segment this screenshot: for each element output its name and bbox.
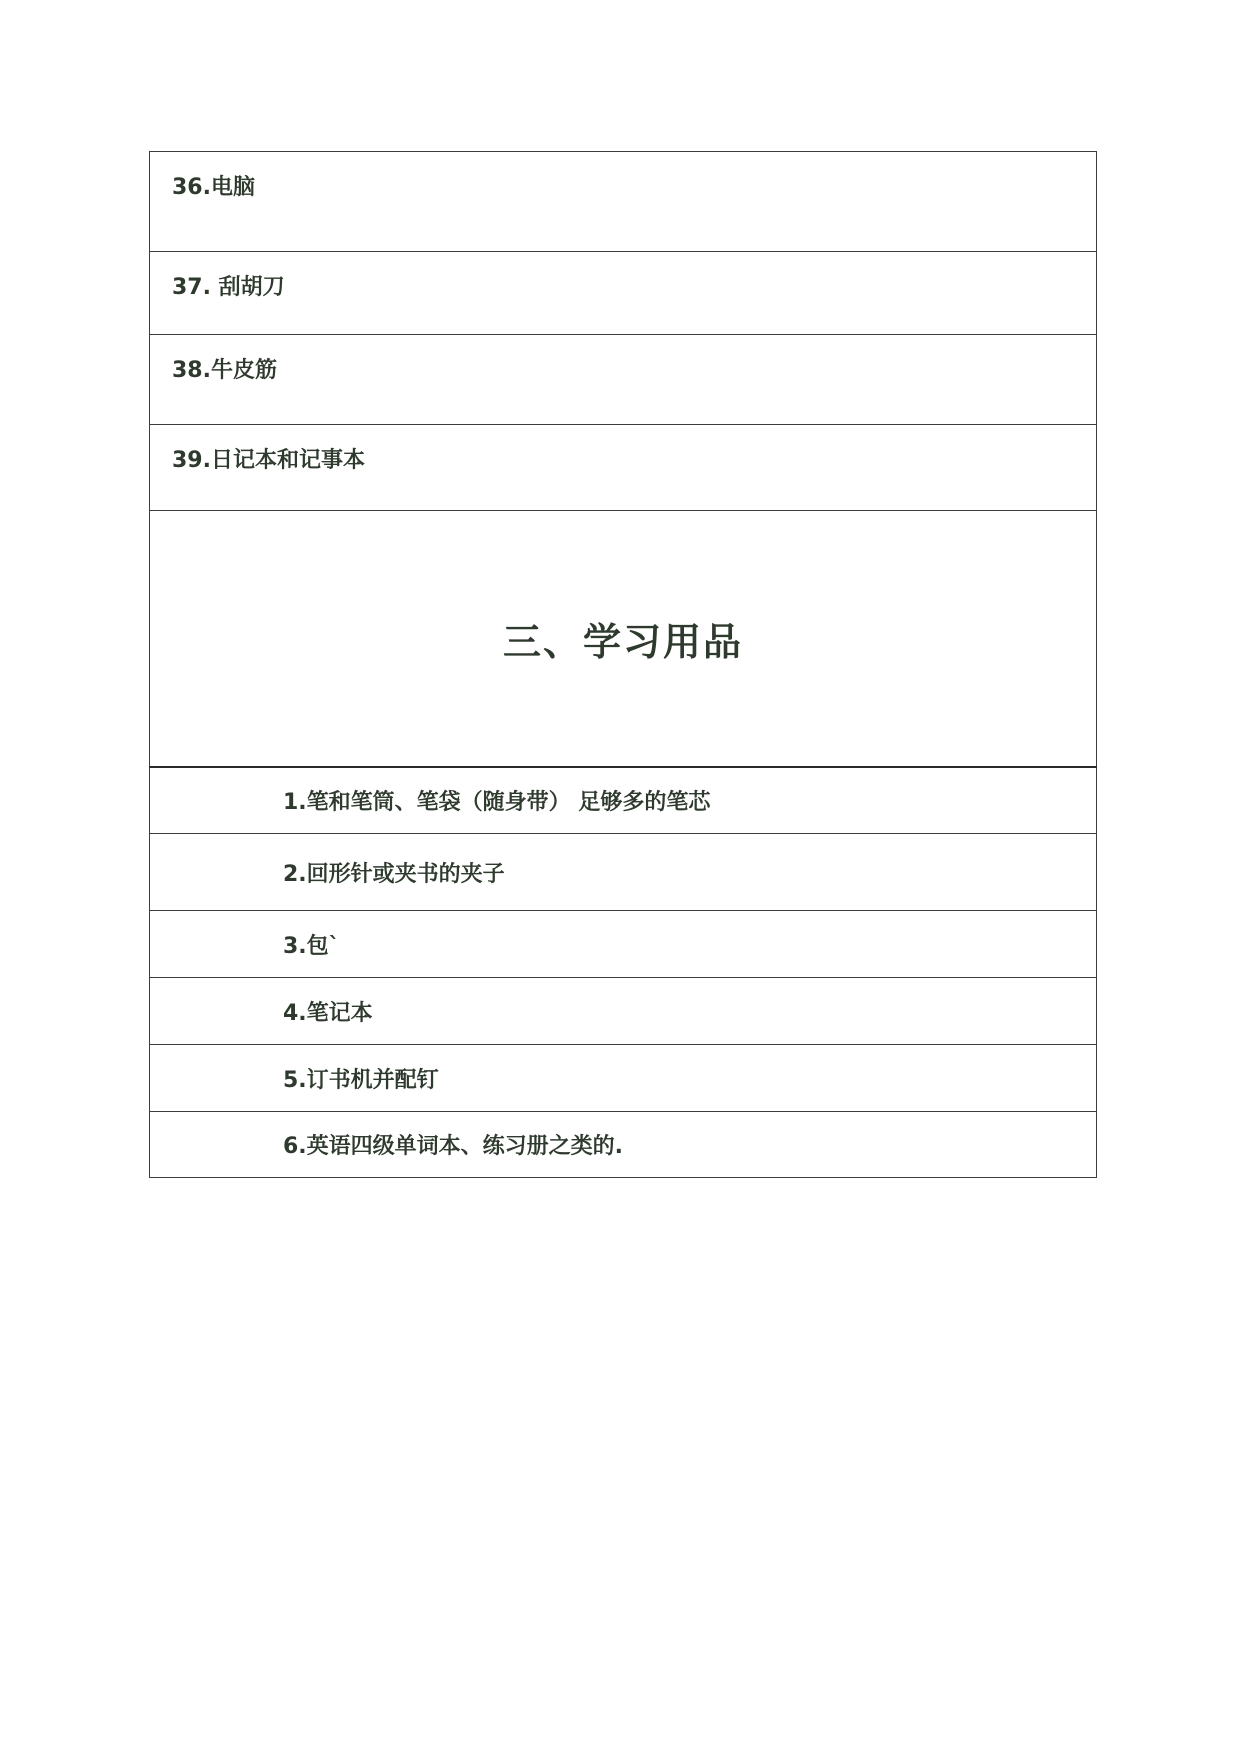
table-row	[150, 152, 1097, 252]
table-row	[150, 425, 1097, 511]
list-item: 6.英语四级单词本、练习册之类的.	[150, 1112, 1097, 1178]
list-item: 38.牛皮筋	[150, 335, 1097, 425]
table-row	[150, 767, 1097, 834]
table-row	[150, 834, 1097, 911]
table-row	[150, 978, 1097, 1045]
list-item: 5.订书机并配钉	[150, 1045, 1097, 1112]
list-item: 36.电脑	[150, 152, 1097, 252]
list-item: 3.包`	[150, 911, 1097, 978]
list-item: 37. 刮胡刀	[150, 252, 1097, 335]
table-row	[150, 1045, 1097, 1112]
section-title: 三、学习用品	[150, 511, 1097, 767]
list-item: 2.回形针或夹书的夹子	[150, 834, 1097, 911]
table-row	[150, 1112, 1097, 1178]
list-item: 4.笔记本	[150, 978, 1097, 1045]
table-row	[150, 252, 1097, 335]
section-header-row	[150, 511, 1097, 767]
list-item: 39.日记本和记事本	[150, 425, 1097, 511]
table-row	[150, 335, 1097, 425]
list-item: 1.笔和笔筒、笔袋（随身带） 足够多的笔芯	[150, 767, 1097, 834]
checklist-table	[149, 151, 1097, 1178]
table-row	[150, 911, 1097, 978]
